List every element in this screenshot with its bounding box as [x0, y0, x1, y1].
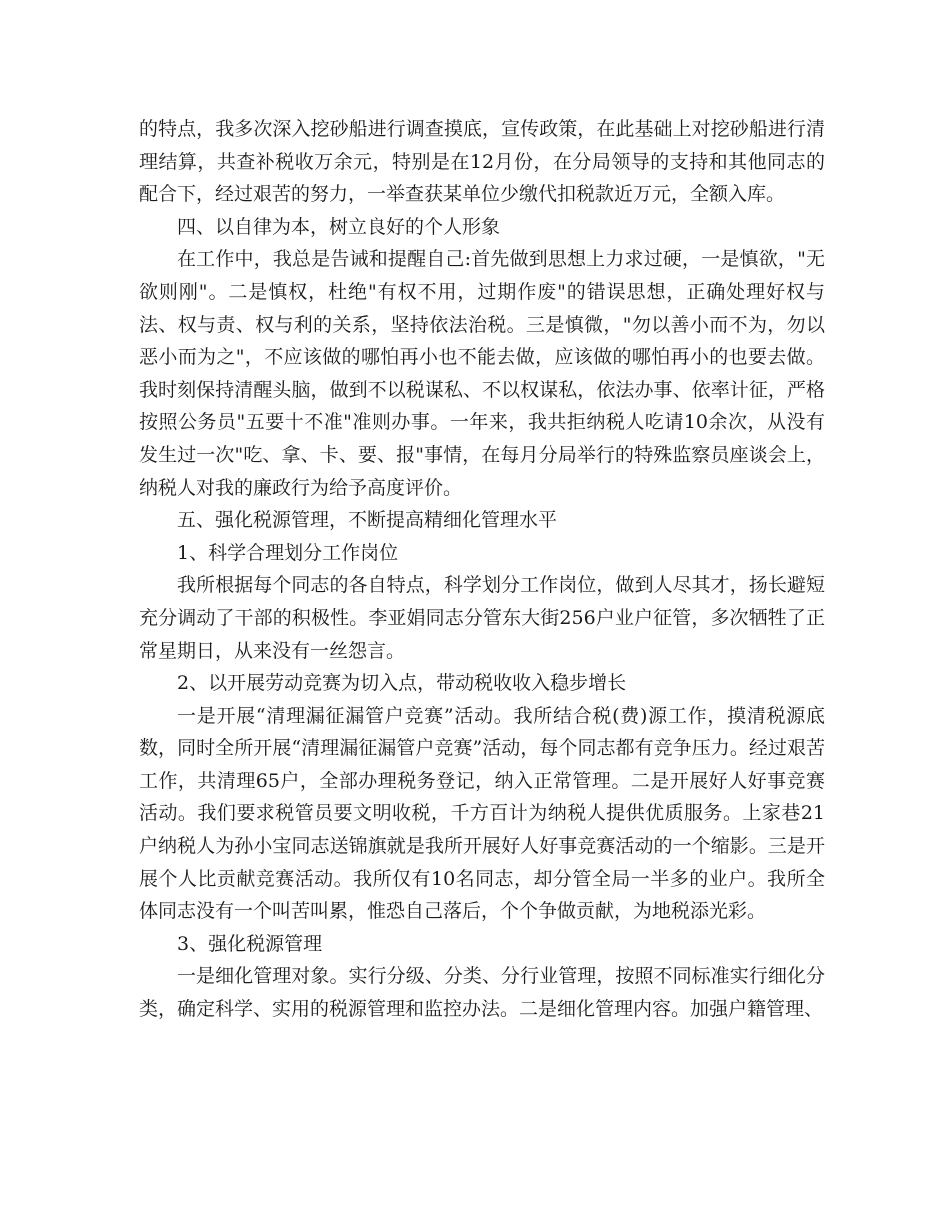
body-paragraph: 我所根据每个同志的各自特点，科学划分工作岗位，做到人尽其才，扬长避短充分调动了干部的积极性。李亚娟同志分管东大街256户业户征管，多次牺牲了正常星期日，从来没有一丝怨言。 — [139, 574, 825, 662]
document-body — [139, 113, 825, 1026]
body-paragraph: 的特点，我多次深入挖砂船进行调查摸底，宣传政策，在此基础上对挖砂船进行清理结算，共查补税收万余元，特别是在12月份，在分局领导的支持和其他同志的配合下，经过艰苦的努力，一举查获某单位少缴代扣税款近万元，全额入库。 — [139, 118, 825, 206]
subsection-heading: 2、以开展劳动竞赛为切入点，带动税收收入稳步增长 — [177, 672, 627, 695]
body-paragraph: 在工作中，我总是告诫和提醒自己:首先做到思想上力求过硬，一是慎欲，"无欲则刚"。二是慎权，杜绝"有权不用，过期作废"的错误思想，正确处理好权与法、权与责、权与利的关系，坚持依法治税。三是慎微，"勿以善小而不为，勿以恶小而为之"，不应该做的哪怕再小也不能去做，应该做的哪怕再小的也要去做。我时刻保持清醒头脑，做到不以税谋私、不以权谋私，依法办事、依率计征，严格按照公务员"五要十不准"准则办事。一年来，我共拒纳税人吃请10余次，从没有发生过一次"吃、拿、卡、要、报"事情，在每月分局举行的特殊监察员座谈会上，纳税人对我的廉政行为给予高度评价。 — [139, 248, 825, 499]
body-paragraph: 一是细化管理对象。实行分级、分类、分行业管理，按照不同标准实行细化分类，确定科学、实用的税源管理和监控办法。二是细化管理内容。加强户籍管理、 — [139, 965, 825, 1021]
subsection-heading: 1、科学合理划分工作岗位 — [177, 541, 399, 564]
section-heading: 四、以自律为本，树立良好的个人形象 — [177, 215, 501, 238]
subsection-heading: 3、强化税源管理 — [177, 932, 323, 955]
body-paragraph: 一是开展“清理漏征漏管户竞赛”活动。我所结合税(费)源工作，摸清税源底数，同时全所开展“清理漏征漏管户竞赛”活动，每个同志都有竞争压力。经过艰苦工作，共清理65户，全部办理税务登记，纳入正常管理。二是开展好人好事竞赛活动。我们要求税管员要文明收税，千方百计为纳税人提供优质服务。上家巷21户纳税人为孙小宝同志送锦旗就是我所开展好人好事竞赛活动的一个缩影。三是开展个人比贡献竞赛活动。我所仅有10名同志，却分管全局一半多的业户。我所全体同志没有一个叫苦叫累，惟恐自己落后，个个争做贡献，为地税添光彩。 — [139, 704, 825, 923]
section-heading: 五、强化税源管理，不断提高精细化管理水平 — [177, 509, 558, 532]
